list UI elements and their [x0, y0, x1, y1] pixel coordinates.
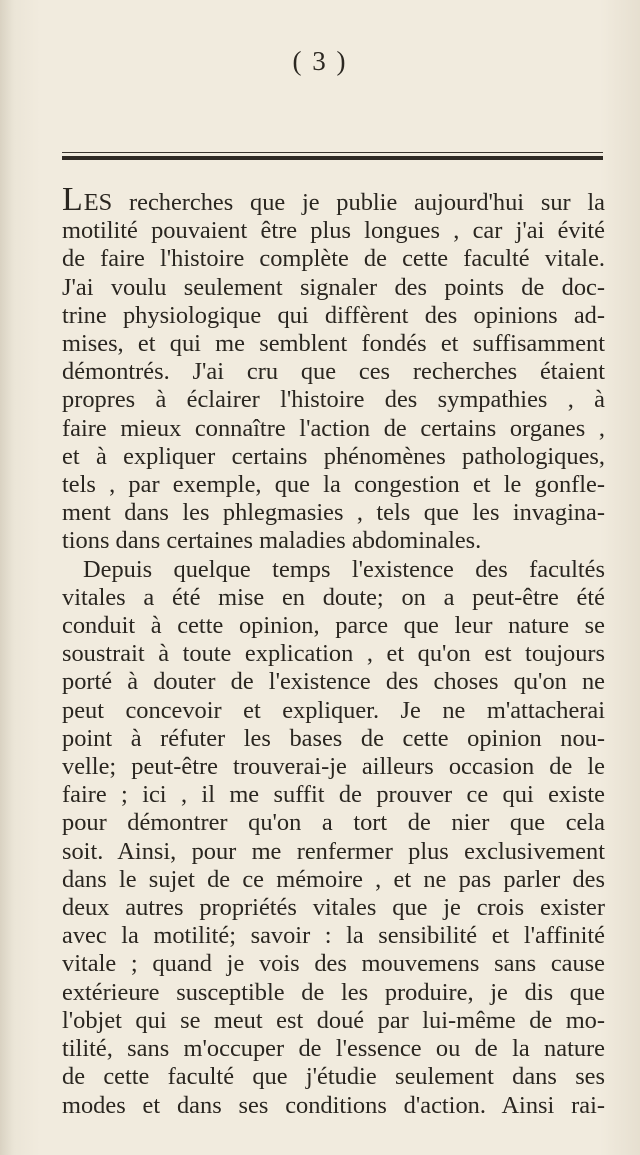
text-line: modes et dans ses conditions d'action. Ainsi rai-: [62, 1091, 605, 1119]
text-line: velle; peut-être trouverai-je ailleurs occasion de le: [62, 753, 605, 781]
header-rule-thick: [62, 156, 603, 160]
text-line: et à expliquer certains phénomènes pathologiques,: [62, 442, 605, 470]
text-line: propres à éclairer l'histoire des sympathies , à: [62, 386, 605, 414]
text-line: porté à douter de l'existence des choses qu'on ne: [62, 668, 605, 696]
text-line: peut concevoir et expliquer. Je ne m'attacherai: [62, 696, 605, 724]
text-line: trine physiologique qui diffèrent des opinions ad-: [62, 301, 605, 329]
text-line: vitales a été mise en doute; on a peut-être été: [62, 583, 605, 611]
text-line: pour démontrer qu'on a tort de nier que cela: [62, 809, 605, 837]
drop-cap: L: [62, 181, 84, 218]
text-line: soit. Ainsi, pour me renfermer plus exclusivement: [62, 837, 605, 865]
text-line: conduit à cette opinion, parce que leur nature se: [62, 612, 605, 640]
text-line: Depuis quelque temps l'existence des facultés: [83, 555, 605, 583]
text-line: dans le sujet de ce mémoire , et ne pas parler des: [62, 865, 605, 893]
text-line: l'objet qui se meut est doué par lui-même de mo-: [62, 1006, 605, 1034]
text-line: vitale ; quand je vois des mouvemens sans cause: [62, 950, 605, 978]
text-line: motilité pouvaient être plus longues , car j'ai évité: [62, 217, 605, 245]
text-line: ment dans les phlegmasies , tels que les invagina-: [62, 499, 605, 527]
text-line: de faire l'histoire complète de cette faculté vitale.: [62, 245, 605, 273]
text-line: démontrés. J'ai cru que ces recherches étaient: [62, 358, 605, 386]
text-line: tilité, sans m'occuper de l'essence ou de la nature: [62, 1035, 605, 1063]
body-text: [62, 181, 605, 1120]
text-line: faire mieux connaître l'action de certains organes ,: [62, 414, 605, 442]
text-line: deux autres propriétés vitales que je crois exister: [62, 894, 605, 922]
text-line: J'ai voulu seulement signaler des points de doc-: [62, 273, 605, 301]
text-line: avec la motilité; savoir : la sensibilité et l'affinité: [62, 922, 605, 950]
text-line: faire ; ici , il me suffit de prouver ce qui existe: [62, 781, 605, 809]
text-line: tions dans certaines maladies abdominales.: [62, 527, 482, 555]
page-number: ( 3 ): [292, 46, 348, 76]
text-line: tels , par exemple, que la congestion et le gonfle-: [62, 471, 605, 499]
text-line: soustrait à toute explication , et qu'on est toujours: [62, 640, 605, 668]
text-line: extérieure susceptible de les produire, je dis que: [62, 978, 605, 1006]
header-rule-thin: [62, 152, 603, 153]
text-line: LES recherches que je publie aujourd'hui sur la: [62, 181, 605, 218]
text-line: mises, et qui me semblent fondés et suffisamment: [62, 330, 605, 358]
text-line: de cette faculté que j'étudie seulement dans ses: [62, 1063, 605, 1091]
text-line: point à réfuter les bases de cette opinion nou-: [62, 724, 605, 752]
